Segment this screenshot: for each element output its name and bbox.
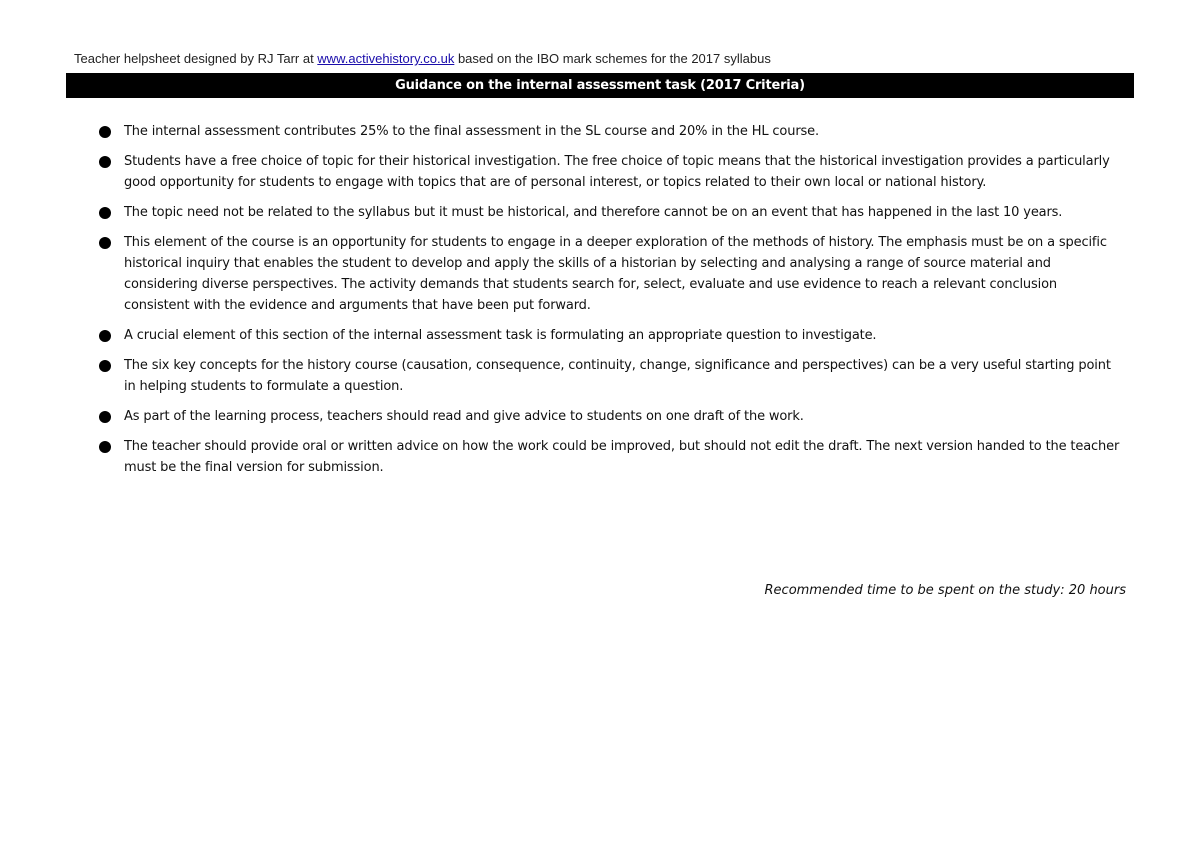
bullet-icon [99, 360, 111, 372]
bullet-icon [99, 237, 111, 249]
guidance-list [96, 121, 1126, 487]
list-item-text: The topic need not be related to the syllabus but it must be historical, and therefore cannot be on an event that has happened in the last 10 years. [124, 205, 1063, 220]
list-item [96, 355, 1126, 397]
list-item [96, 325, 1126, 346]
list-item [96, 202, 1126, 223]
list-item-text: A crucial element of this section of the internal assessment task is formulating an appropriate question to investigate. [124, 328, 877, 343]
list-item [96, 121, 1126, 142]
list-item-text: This element of the course is an opportunity for students to engage in a deeper exploration of the methods of history. The emphasis must be on a specific historical inquiry that enables the student to develop and apply the skills of a historian by selecting and analysing a range of source material and considering diverse perspectives. The activity demands that students search for, select, evaluate and use evidence to reach a relevant conclusion consistent with the evidence and arguments that have been put forward. [124, 235, 1107, 313]
bullet-icon [99, 411, 111, 423]
list-item [96, 151, 1126, 193]
list-item-text: The six key concepts for the history course (causation, consequence, continuity, change, significance and perspectives) can be a very useful starting point in helping students to formulate a question. [124, 358, 1111, 394]
list-item [96, 406, 1126, 427]
list-item-text: The teacher should provide oral or written advice on how the work could be improved, but should not edit the draft. The next version handed to the teacher must be the final version for submission. [124, 439, 1120, 475]
activehistory-link[interactable]: www.activehistory.co.uk [317, 51, 455, 66]
bullet-icon [99, 207, 111, 219]
page-title: Guidance on the internal assessment task (2017 Criteria) [66, 73, 1134, 98]
bullet-icon [99, 156, 111, 168]
credit-suffix: based on the IBO mark schemes for the 2017 syllabus [454, 51, 771, 66]
list-item [96, 436, 1126, 478]
credit-line [74, 51, 771, 66]
bullet-icon [99, 330, 111, 342]
recommended-time-note: Recommended time to be spent on the study: 20 hours [764, 583, 1126, 598]
list-item-text: As part of the learning process, teachers should read and give advice to students on one draft of the work. [124, 409, 804, 424]
credit-prefix: Teacher helpsheet designed by RJ Tarr at [74, 51, 318, 66]
list-item-text: The internal assessment contributes 25% to the final assessment in the SL course and 20% in the HL course. [124, 124, 819, 139]
bullet-icon [99, 126, 111, 138]
bullet-icon [99, 441, 111, 453]
list-item [96, 232, 1126, 316]
list-item-text: Students have a free choice of topic for their historical investigation. The free choice of topic means that the historical investigation provides a particularly good opportunity for students to engage with topics that are of personal interest, or topics related to their own local or national history. [124, 154, 1110, 190]
